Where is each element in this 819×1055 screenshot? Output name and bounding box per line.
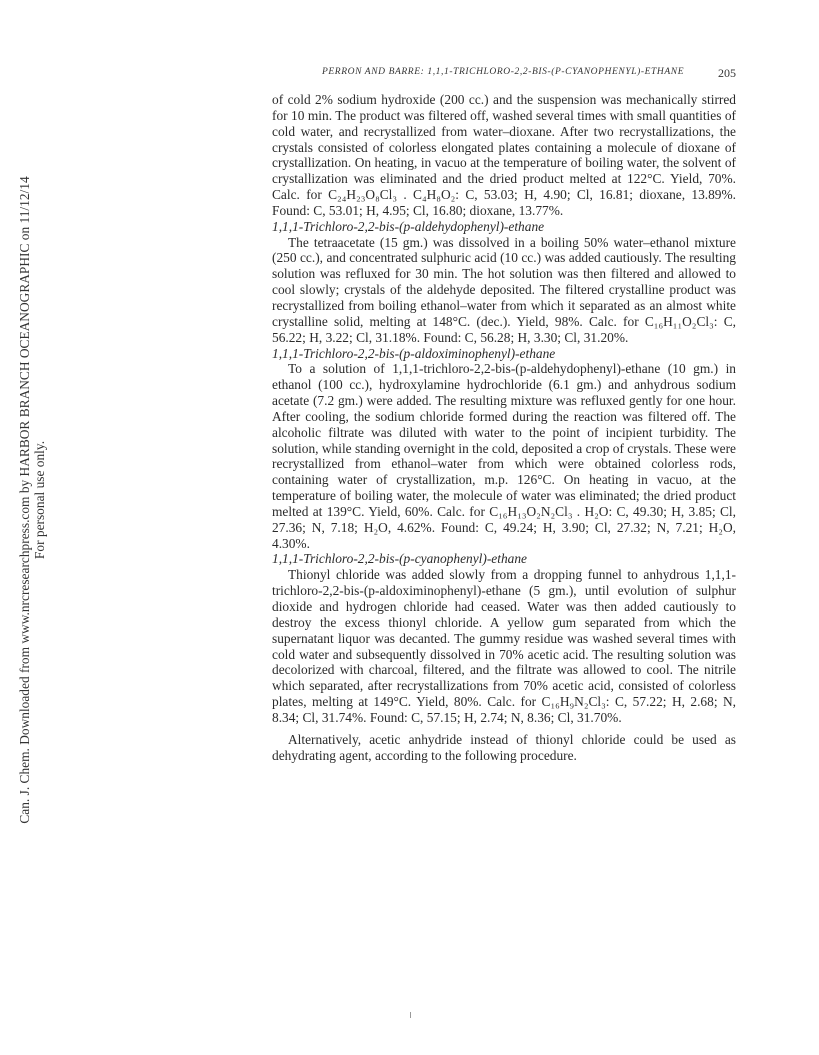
download-watermark [2,170,62,830]
watermark-line-1: Can. J. Chem. Downloaded from www.nrcresearchpress.com by HARBOR BRANCH OCEANOGRAPHIC on 11/12/14 [17,176,32,824]
section-heading [272,219,736,235]
section-heading-text: 1,1,1-Trichloro-2,2-bis-(p-cyanophenyl)-ethane [272,551,527,567]
section-heading [272,551,736,567]
paragraph: To a solution of 1,1,1-trichloro-2,2-bis-(p-aldehydophenyl)-ethane (10 gm.) in ethanol (100 cc.), hydroxylamine hydrochloride (6.1 gm.) and anhydrous sodium acetate (7.2 gm.) were added. The resulting mixture was refluxed gently for one hour. After cooling, the sodium chloride formed during the reaction was filtered off. The alcoholic filtrate was diluted with water to the point of incipient turbidity. The solution, while standing overnight in the cold, deposited a crop of crystals. These were recrystallized from ethanol–water from which were obtained colorless rods, containing water of crystallization, m.p. 126°C. On heating in vacuo, at the temperature of boiling water, the molecule of water was eliminated; the dried product melted at 139°C. Yield, 60%. Calc. for C₁₆H₁₃O₂N₂Cl₃ . H₂O: C, 49.30; H, 3.85; Cl, 27.36; N, 7.18; H₂O, 4.62%. Found: C, 49.24; H, 3.90; Cl, 27.32; N, 7.21; H₂O, 4.30%. [272,361,736,551]
scan-mark [410,1012,411,1018]
paragraph: Thionyl chloride was added slowly from a dropping funnel to anhydrous 1,1,1-trichloro-2,2-bis-(p-aldoximinophenyl)-ethane (5 gm.), until evolution of sulphur dioxide and hydrogen chloride had ceased. Water was then added cautiously to destroy the excess thionyl chloride. A yellow gum separated from which the supernatant liquor was decanted. The gummy residue was washed several times with cold water and subsequently dissolved in 70% acetic acid. The resulting solution was decolorized with charcoal, filtered, and the filtrate was allowed to cool. The nitrile which separated, after recrystallizations from 70% acetic acid, consisted of colorless plates, melting at 149°C. Yield, 80%. Calc. for C₁₆H₉N₂Cl₃: C, 57.22; H, 2.68; N, 8.34; Cl, 31.74%. Found: C, 57.15; H, 2.74; N, 8.36; Cl, 31.70%. [272,567,736,725]
page-number: 205 [718,66,736,80]
paragraph: of cold 2% sodium hydroxide (200 cc.) and the suspension was mechanically stirred for 10 min. The product was filtered off, washed several times with small quantities of cold water, and recrystallized from water–dioxane. After two recrystallizations, the crystals consisted of colorless elongated plates containing a molecule of dioxane of crystallization. On heating, in vacuo at the temperature of boiling water, the solvent of crystallization was eliminated and the dried product melted at 122°C. Yield, 70%. Calc. for C₂₄H₂₃O₈Cl₃ . C₄H₈O₂: C, 53.03; H, 4.90; Cl, 16.81; dioxane, 13.89%. Found: C, 53.01; H, 4.95; Cl, 16.80; dioxane, 13.77%. [272,92,736,218]
running-head: PERRON AND BARRE: 1,1,1-TRICHLORO-2,2-BIS-(P-CYANOPHENYL)-ETHANE [322,67,685,77]
body-text [272,92,736,763]
paragraph: Alternatively, acetic anhydride instead of thionyl chloride could be used as dehydrating agent, according to the following procedure. [272,731,736,763]
section-heading-text: 1,1,1-Trichloro-2,2-bis-(p-aldoximinophenyl)-ethane [272,345,556,361]
watermark-line-2: For personal use only. [32,440,47,560]
section-heading-text: 1,1,1-Trichloro-2,2-bis-(p-aldehydophenyl)-ethane [272,218,545,234]
paragraph: The tetraacetate (15 gm.) was dissolved in a boiling 50% water–ethanol mixture (250 cc.), and concentrated sulphuric acid (10 cc.) was added cautiously. The resulting solution was refluxed for 30 min. The hot solution was then filtered and allowed to cool slowly; crystals of the aldehyde deposited. The filtered crystalline product was recrystallized from boiling ethanol–water from which it separated as an almost white crystalline solid, melting at 148°C. (dec.). Yield, 98%. Calc. for C₁₆H₁₁O₂Cl₃: C, 56.22; H, 3.22; Cl, 31.18%. Found: C, 56.28; H, 3.30; Cl, 31.20%. [272,234,736,345]
page-header [300,66,740,82]
section-heading [272,346,736,362]
